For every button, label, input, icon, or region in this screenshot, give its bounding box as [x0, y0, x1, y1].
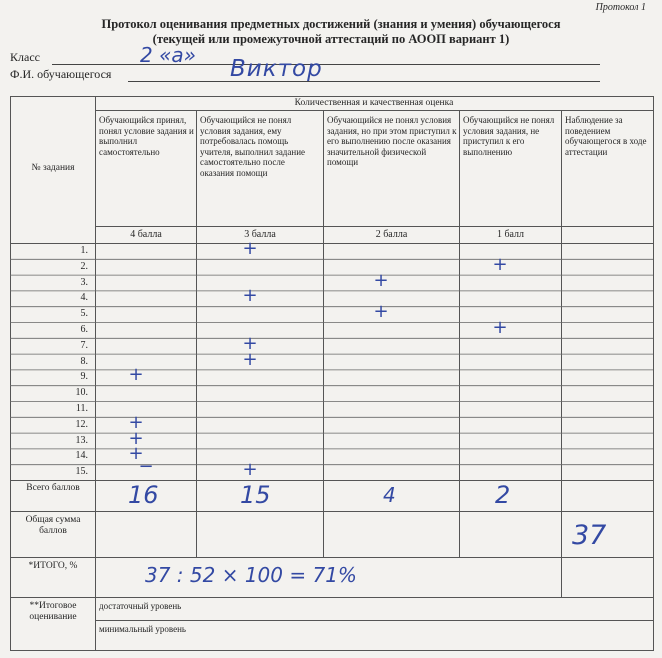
final-assessment-label: **Итоговое оценивание — [29, 601, 77, 622]
points-label-2: 2 балла — [375, 229, 408, 240]
task-number: 7. — [80, 339, 88, 351]
task-mark: + — [128, 427, 144, 449]
points-label-3: 3 балла — [244, 229, 276, 240]
task-number: 4. — [80, 292, 88, 304]
row15-dash-mark: − — [138, 456, 154, 477]
task-mark: + — [242, 332, 258, 354]
task-mark: + — [492, 253, 508, 275]
task-mark: + — [242, 348, 258, 370]
student-underline — [128, 81, 600, 82]
level-sufficient: достаточный уровень — [99, 601, 182, 611]
title-line-1: Протокол оценивания предметных достижений (знания и умения) обучающегося — [101, 17, 561, 31]
task-number: 2. — [80, 260, 88, 272]
task-mark: + — [242, 459, 258, 481]
task-mark: + — [242, 285, 258, 307]
itogo-value: 37 : 52 × 100 = 71% — [145, 563, 357, 587]
level-minimal: минимальный уровень — [99, 624, 186, 634]
task-mark: + — [128, 443, 144, 465]
protocol-label: Протокол 1 — [595, 2, 646, 13]
task-mark: + — [492, 317, 508, 338]
task-number: 12. — [75, 418, 88, 430]
task-number: 14. — [75, 450, 88, 462]
task-mark: + — [128, 364, 144, 386]
task-number: 6. — [80, 324, 88, 335]
task-number: 11. — [75, 403, 88, 414]
task-number: 1. — [80, 245, 88, 256]
title-line-2: (текущей или промежуточной аттестаций по АООП вариант 1) — [152, 32, 510, 46]
task-number: 8. — [80, 355, 88, 367]
task-number: 9. — [80, 371, 88, 383]
task-number: 5. — [80, 308, 88, 320]
task-number: 10. — [75, 387, 88, 399]
total-label: Всего баллов — [26, 483, 80, 493]
group-header: Количественная и качественная оценка — [294, 98, 454, 108]
class-underline — [52, 64, 600, 65]
class-label: Класс — [10, 50, 40, 64]
sum-label: Общая сумма баллов — [25, 515, 81, 536]
task-mark: + — [373, 269, 389, 291]
task-mark: + — [242, 238, 258, 259]
total-3pts: 15 — [240, 481, 271, 509]
column-header-4pts: Обучающийся принял, понял условие задания и выполнил самостоятельно — [99, 115, 194, 157]
points-label-1: 1 балл — [496, 229, 525, 240]
column-header-2pts: Обучающийся не понял условия задания, но при этом приступил к его выполнению после оказания значительной физической помощи — [327, 115, 457, 167]
task-number: 13. — [75, 434, 88, 446]
task-mark: + — [128, 411, 144, 433]
column-header-1pt: Обучающийся не понял условия задания, не приступил к его выполнению — [463, 115, 555, 157]
total-4pts: 16 — [128, 481, 159, 509]
total-2pts: 4 — [383, 483, 396, 507]
class-value: 2 «а» — [140, 43, 197, 67]
observation-header: Наблюдение за поведением обучающегося в ходе аттестации — [565, 115, 647, 157]
task-mark: + — [373, 301, 389, 323]
sum-value: 37 — [572, 520, 607, 551]
task-number: 3. — [80, 276, 88, 288]
task-number-header: № задания — [31, 163, 75, 173]
total-1pt: 2 — [495, 481, 511, 509]
itogo-label: *ИТОГО, % — [28, 561, 78, 571]
task-number: 15. — [75, 466, 88, 478]
points-label-4: 4 балла — [130, 229, 162, 240]
student-value: Виктор — [230, 56, 323, 82]
student-label: Ф.И. обучающегося — [10, 67, 112, 81]
column-header-3pts: Обучающийся не понял условия задания, ему потребовалась помощь учителя, выполнил задание самостоятельно после оказания помощи — [200, 115, 306, 178]
